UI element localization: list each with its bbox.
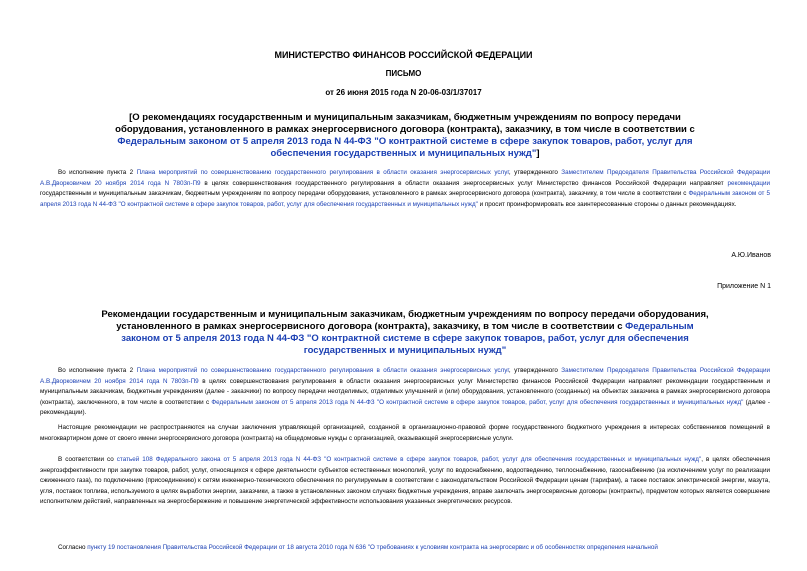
law-44fz-link-2[interactable]: Федеральным законом от 5 апреля 2013 года N 44-ФЗ "О контрактной системе в сфере закупок товаров, работ, услуг для обеспечения государственных и муниципальных нужд"	[40, 190, 770, 208]
text: (далее - рекомендации).	[40, 398, 770, 416]
signature: А.Ю.Иванов	[731, 252, 771, 259]
recommendations-link[interactable]: рекомендации	[727, 179, 770, 187]
article-108-link[interactable]: статьей 108 Федерального закона от 5 апреля 2013 года N 44-ФЗ "О контрактной системе в сфере закупок товаров, работ, услуг для обеспечения государственных и муниципальных нужд"	[116, 456, 702, 463]
dvorkovich-link[interactable]: Заместителем Председателя Правительства Российской Федерации А.В.Дворковичем 20 ноября 2014 года N 7803п-П9	[40, 169, 770, 187]
recommendations-title-text: Рекомендации государственным и муниципальным заказчикам, бюджетным учреждениям по вопросу передачи оборудования, установленного в рамках энергосервисного договора (контракта), заказчику, в том числе в соответствии с	[101, 309, 709, 332]
text: в целях совершенствования регулирования в области оказания энергосервисных услуг Министерство финансов Российской Федерации направляет рекомендации государственным и муниципальным заказчикам, бюджетным учреждениям (далее - заказчики) по вопросу передачи неотделимых, отделимых улучшений и (или) оборудования, установленного (созданных) на объектах заказчика в рамках энергосервисного договора (контракта), заключенного, в том числе в соответствии с	[40, 377, 770, 406]
law-44fz-link[interactable]: Федеральным законом от 5 апреля 2013 года N 44-ФЗ "О контрактной системе в сфере закупок товаров, работ, услуг для обеспечения государственных и муниципальных нужд"	[117, 136, 693, 159]
text: , утвержденного	[508, 169, 562, 176]
text: В соответствии со	[58, 456, 117, 463]
letter-title	[100, 112, 710, 160]
recommendations-paragraph-2	[40, 423, 770, 444]
recommendations-paragraph-4	[40, 543, 770, 554]
text: Настоящие рекомендации не распространяются на случаи заключения управляющей организацией, созданной в организационно-правовой форме государственного бюджетного учреждения в интересах собственников помещений в многоквартирном доме от своего имени энергосервисного договора (контракта) на общедомовые нужды с организацией, оказывающей энергосервисные услуги.	[40, 424, 770, 442]
law-44fz-link-3[interactable]: Федеральным законом от 5 апреля 2013 года N 44-ФЗ "О контрактной системе в сфере закупок товаров, работ, услуг для обеспечения государственных и муниципальных нужд"	[121, 321, 694, 356]
text: государственным и муниципальным заказчикам, бюджетным учреждениям по вопросу передачи оборудования, установленного в рамках энергосервисного договора (контракта), заказчику, в том числе в соответствии с	[40, 190, 689, 197]
text: Согласно	[58, 544, 88, 551]
letter-paragraph	[40, 168, 770, 210]
text: Во исполнение пункта 2	[58, 169, 137, 176]
recommendations-title	[100, 309, 710, 357]
appendix-label: Приложение N 1	[717, 283, 771, 290]
text: Во исполнение пункта 2	[58, 367, 137, 374]
plan-link-2[interactable]: Плана мероприятий по совершенствованию государственного регулирования в области оказания энергосервисных услуг	[136, 367, 509, 374]
doc-type-heading: ПИСЬМО	[385, 69, 422, 78]
text: , в целях обеспечения энергоэффективности при закупке товаров, работ, услуг, относящихся к сфере деятельности субъектов естественных монополий, услуг по водоснабжению, водоотведению, теплоснабжению, газоснабжению (за исключением услуг по реализации сжиженного газа), по подключению (присоединению) к сетям инженерно-технического обеспечения по регулируемым в соответствии с законодательством Российской Федерации ценам (тарифам), а также поставок электрической энергии, мазута, угля, поставок топлива, используемого в целях выработки энергии, заказчики, а также в установленных законом случаях бюджетные учреждения, вправе заключать энергосервисные договоры (контракты), предметом которых является совершение исполнителем действий, направленных на энергосбережение и повышение энергетической эффективности использования указанных энергетических ресурсов.	[40, 456, 771, 505]
letter-title-end: ]	[536, 148, 540, 159]
recommendations-paragraph-3	[40, 455, 770, 508]
text: , утвержденного	[508, 367, 562, 374]
dvorkovich-link-2[interactable]: Заместителем Председателя Правительства Российской Федерации А.В.Дворковичем 20 ноября 2014 года N 7803п-П9	[40, 367, 770, 385]
recommendations-paragraph-1	[40, 366, 770, 419]
resolution-636-link[interactable]: пункту 19 постановления Правительства Российской Федерации от 18 августа 2010 года N 636 "О требованиях к условиям контракта на энергосервис и об особенностях определения начальной	[87, 544, 658, 551]
text: в целях совершенствования государственного регулирования в области оказания энергосервисных услуг Министерство финансов Российской Федерации направляет	[200, 179, 728, 187]
plan-link[interactable]: Плана мероприятий по совершенствованию государственного регулирования в области оказания энергосервисных услуг	[136, 169, 509, 176]
letter-title-text: [О рекомендациях государственным и муниципальным заказчикам, бюджетным учреждениям по вопросу передачи оборудования, установленного в рамках энергосервисного договора (контракта), заказчику, в том числе в соответствии с	[115, 112, 695, 135]
ministry-heading: МИНИСТЕРСТВО ФИНАНСОВ РОССИЙСКОЙ ФЕДЕРАЦИИ	[274, 50, 533, 60]
text: и просит проинформировать все заинтересованные стороны о данных рекомендациях.	[477, 200, 737, 208]
law-44fz-link-4[interactable]: Федеральным законом от 5 апреля 2013 года N 44-ФЗ "О контрактной системе в сфере закупок товаров, работ, услуг для обеспечения государственных и муниципальных нужд"	[211, 398, 744, 406]
date-number: от 26 июня 2015 года N 20-06-03/1/37017	[325, 88, 482, 97]
